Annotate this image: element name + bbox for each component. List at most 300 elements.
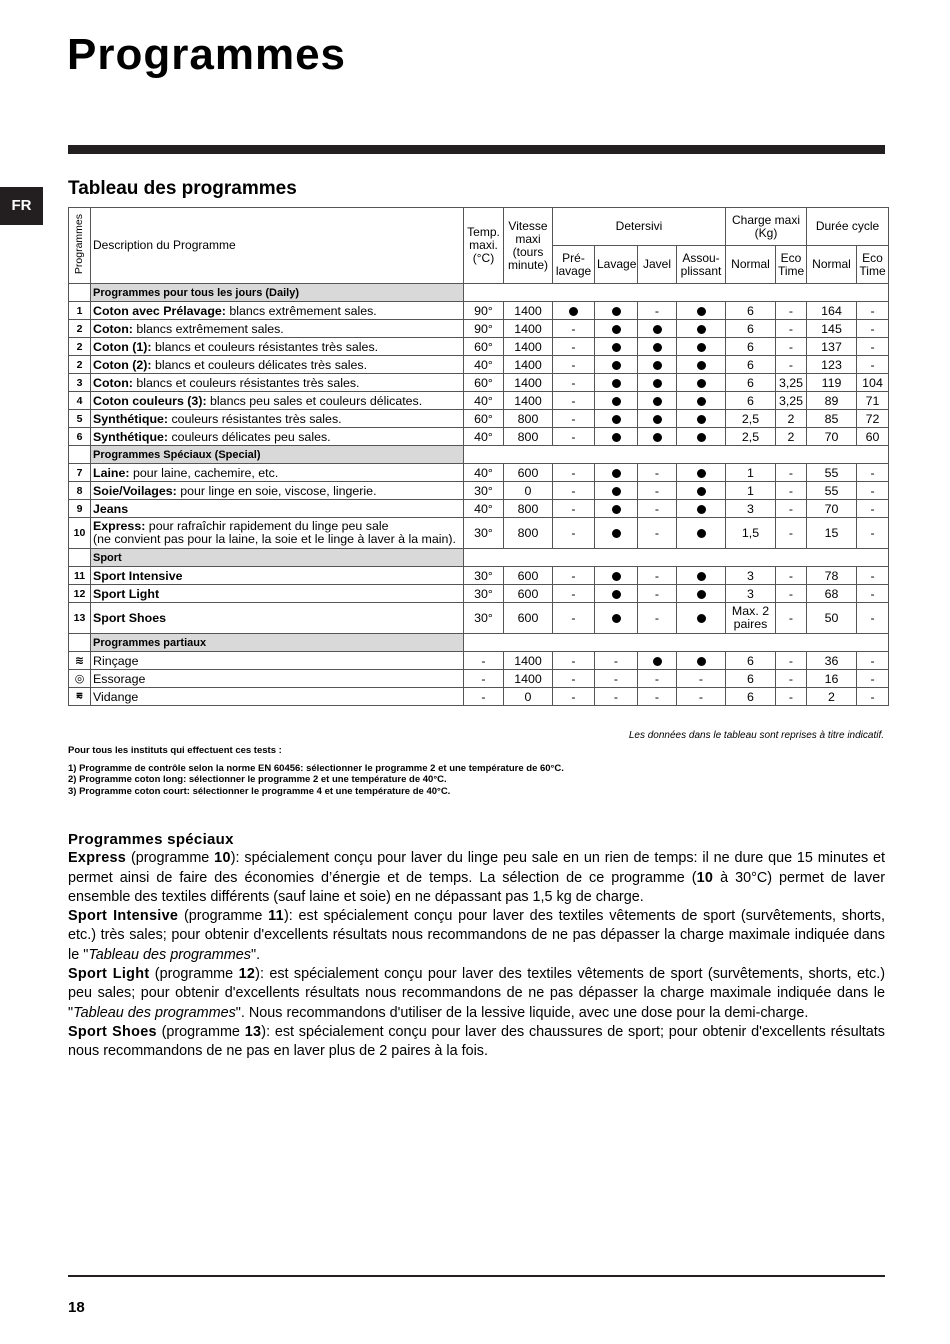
table-row [69,567,889,585]
program-name: Coton (2): [93,357,152,372]
cell-ass [677,356,726,374]
included-dot-icon [612,343,621,352]
col-programmes: Programmes [69,208,91,284]
cell-ce: - [776,482,807,500]
special-sport-shoes: Sport Shoes (programme 13): est spécialement conçu pour laver des chaussures de sport; pour obtenir d'excellents résultats nous recommandons de ne pas en laver plus de 2 paires à la fois. [68,1023,885,1060]
cell-pre: - [553,670,595,688]
cell-jav [638,428,677,446]
test-notes [68,745,564,797]
cell-de: 60 [857,428,889,446]
included-dot-icon [697,397,706,406]
program-name: Sport Intensive [93,568,183,583]
included-dot-icon [612,415,621,424]
cell-ass [677,518,726,549]
cell-cn: 3 [726,585,776,603]
cell-lav: - [595,688,638,706]
program-name: Laine: [93,465,130,480]
included-dot-icon [612,590,621,599]
special-sport-light: Sport Light (programme 12): est spécialement conçu pour laver des textiles vêtements de sport (survêtements, shorts, etc.) peu sales; pour obtenir d'excellents résultats nous recommandons de ne pas dépasser la charge maximale indiquée dans le "Tableau des programmes". Nous recommandons d'utiliser de la lessive liquide, avec une dose pour la demi-charge. [68,966,886,1021]
program-description [91,567,464,585]
table-row [69,688,889,706]
cell-speed: 1400 [504,338,553,356]
col-duree-normal: Normal [807,246,857,284]
cell-de: - [857,320,889,338]
cell-dn: 123 [807,356,857,374]
cell-speed: 800 [504,500,553,518]
program-text: Essorage [93,671,146,686]
program-text-note: (ne convient pas pour la laine, la soie et le linge à laver à la main). [93,532,456,546]
program-description [91,518,464,549]
table-row [69,428,889,446]
cell-jav [638,338,677,356]
cell-dn: 164 [807,302,857,320]
cell-ce: 2 [776,410,807,428]
cell-ass [677,302,726,320]
included-dot-icon [569,307,578,316]
included-dot-icon [612,379,621,388]
cell-speed: 1400 [504,320,553,338]
group-header [69,634,889,652]
cell-dn: 70 [807,500,857,518]
col-description: Description du Programme [91,208,464,284]
cell-speed: 600 [504,567,553,585]
included-dot-icon [612,433,621,442]
cell-pre: - [553,392,595,410]
program-name: Sport Shoes [93,610,166,625]
program-text: pour laine, cachemire, etc. [129,465,279,480]
cell-temp: 30° [464,603,504,634]
included-dot-icon [697,379,706,388]
program-number: 2 [69,356,91,374]
cell-temp: 40° [464,356,504,374]
cell-lav [595,302,638,320]
cell-pre: - [553,464,595,482]
included-dot-icon [697,415,706,424]
cell-ass [677,392,726,410]
program-description [91,356,464,374]
cell-dn: 145 [807,320,857,338]
table-row [69,670,889,688]
program-description [91,603,464,634]
program-description [91,482,464,500]
group-fill [464,549,889,567]
cell-de: - [857,464,889,482]
cell-speed: 0 [504,688,553,706]
cell-temp: 60° [464,374,504,392]
cell-de: - [857,356,889,374]
program-text: Rinçage [93,653,139,668]
cell-ass [677,652,726,670]
cell-jav [638,392,677,410]
cell-temp: 90° [464,320,504,338]
included-dot-icon [697,590,706,599]
included-dot-icon [697,614,706,623]
included-dot-icon [612,572,621,581]
cell-pre: - [553,428,595,446]
cell-pre: - [553,518,595,549]
cell-speed: 1400 [504,302,553,320]
col-duree: Durée cycle [807,208,889,246]
program-number: 2 [69,320,91,338]
program-description [91,585,464,603]
cell-ce: - [776,464,807,482]
group-fill [464,284,889,302]
spin-icon [69,670,91,688]
table-row [69,392,889,410]
cell-lav [595,500,638,518]
included-dot-icon [653,657,662,666]
group-spacer [69,634,91,652]
program-name: Sport Light [93,586,160,601]
cell-ce: - [776,320,807,338]
cell-cn: 3 [726,567,776,585]
cell-cn: 6 [726,688,776,706]
table-row [69,320,889,338]
program-number: 4 [69,392,91,410]
cell-lav [595,410,638,428]
cell-cn: Max. 2 paires [726,603,776,634]
note-line: 2) Programme coton long: sélectionner le programme 2 et une température de 40°C. [68,774,447,785]
program-name: Express: [93,519,146,533]
cell-ass: - [677,688,726,706]
included-dot-icon [653,343,662,352]
included-dot-icon [653,433,662,442]
cell-dn: 68 [807,585,857,603]
program-number: 12 [69,585,91,603]
cell-temp: 40° [464,428,504,446]
cell-pre [553,302,595,320]
cell-lav [595,567,638,585]
program-name: Coton: [93,321,133,336]
cell-ce: - [776,500,807,518]
group-header [69,284,889,302]
cell-dn: 70 [807,428,857,446]
note-line: 1) Programme de contrôle selon la norme EN 60456: sélectionner le programme 2 et une température de 60°C. [68,762,564,774]
cell-ce: - [776,670,807,688]
included-dot-icon [697,325,706,334]
included-dot-icon [697,487,706,496]
cell-de: - [857,302,889,320]
cell-lav [595,464,638,482]
program-name: Coton couleurs (3): [93,393,207,408]
program-number: 8 [69,482,91,500]
program-name: Soie/Voilages: [93,483,177,498]
cell-cn: 1 [726,464,776,482]
program-number: 9 [69,500,91,518]
drain-icon [69,688,91,706]
cell-de: 72 [857,410,889,428]
cell-dn: 2 [807,688,857,706]
cell-ass [677,428,726,446]
page-title: Programmes [67,30,347,79]
cell-de: - [857,603,889,634]
program-name: Coton avec Prélavage: [93,303,226,318]
included-dot-icon [697,469,706,478]
cell-lav [595,603,638,634]
cell-speed: 1400 [504,392,553,410]
programmes-table [68,207,889,706]
rinse-icon: ≋ [74,655,85,667]
col-lavage: Lavage [595,246,638,284]
cell-dn: 85 [807,410,857,428]
cell-de: 104 [857,374,889,392]
table-row [69,482,889,500]
cell-jav [638,320,677,338]
cell-jav: - [638,585,677,603]
included-dot-icon [653,325,662,334]
program-number: 6 [69,428,91,446]
cell-dn: 89 [807,392,857,410]
program-text: couleurs résistantes très sales. [168,411,342,426]
drain-icon: ⩳ [76,690,83,702]
program-name: Jeans [93,501,129,516]
program-text: pour rafraîchir rapidement du linge peu sale [145,519,389,533]
program-text: blancs et couleurs résistantes très sales. [151,339,379,354]
cell-temp: 40° [464,392,504,410]
cell-speed: 1400 [504,356,553,374]
table-row [69,464,889,482]
special-title: Programmes spéciaux [68,831,234,848]
table-row [69,356,889,374]
cell-speed: 1400 [504,374,553,392]
language-tab: FR [0,187,43,225]
program-description [91,670,464,688]
cell-dn: 137 [807,338,857,356]
cell-speed: 800 [504,428,553,446]
cell-ce: - [776,518,807,549]
cell-de: - [857,338,889,356]
group-header [69,446,889,464]
included-dot-icon [697,361,706,370]
group-title: Programmes pour tous les jours (Daily) [91,284,464,302]
program-description [91,464,464,482]
cell-pre: - [553,585,595,603]
cell-lav [595,392,638,410]
notes-intro: Pour tous les instituts qui effectuent ces tests : [68,745,282,756]
cell-jav: - [638,302,677,320]
program-number: 11 [69,567,91,585]
cell-jav: - [638,670,677,688]
program-text: blancs extrêmement sales. [225,303,377,318]
cell-pre: - [553,320,595,338]
included-dot-icon [612,397,621,406]
included-dot-icon [612,469,621,478]
included-dot-icon [697,657,706,666]
cell-de: - [857,585,889,603]
cell-jav [638,652,677,670]
rinse-icon [69,652,91,670]
included-dot-icon [697,433,706,442]
cell-jav [638,410,677,428]
page-number: 18 [68,1299,85,1316]
cell-ass [677,603,726,634]
cell-temp: 30° [464,518,504,549]
program-description [91,338,464,356]
cell-jav [638,356,677,374]
table-row [69,302,889,320]
section-title: Tableau des programmes [68,178,297,199]
cell-ce: - [776,585,807,603]
program-description [91,688,464,706]
cell-lav: - [595,652,638,670]
cell-lav [595,338,638,356]
cell-ce: - [776,302,807,320]
table-row [69,603,889,634]
col-javel: Javel [638,246,677,284]
cell-jav [638,374,677,392]
included-dot-icon [653,397,662,406]
cell-ass [677,482,726,500]
col-charge-eco: Eco Time [776,246,807,284]
table-row [69,410,889,428]
cell-pre: - [553,338,595,356]
cell-speed: 0 [504,482,553,500]
included-dot-icon [612,325,621,334]
cell-ce: - [776,688,807,706]
cell-pre: - [553,688,595,706]
program-number: 10 [69,518,91,549]
cell-ass [677,338,726,356]
group-title: Programmes partiaux [91,634,464,652]
table-row [69,374,889,392]
cell-de: - [857,688,889,706]
group-title: Sport [91,549,464,567]
group-spacer [69,284,91,302]
cell-temp: 30° [464,482,504,500]
special-express: Express (programme 10): spécialement conçu pour laver du linge peu sale en un rien de temps: il ne dure que 15 minutes et permet ainsi de faire des économies d’énergie et de temps. La sélection de ce programme (10 à 30°C) permet de laver ensemble des textiles différents (sauf laine et soie) en ne dépassant pas 1,5 kg de charge. [68,850,885,905]
cell-lav [595,428,638,446]
cell-cn: 6 [726,374,776,392]
program-description [91,652,464,670]
program-text: blancs extrêmement sales. [132,321,284,336]
included-dot-icon [612,505,621,514]
cell-temp: 40° [464,464,504,482]
cell-pre: - [553,652,595,670]
cell-temp: 40° [464,500,504,518]
included-dot-icon [697,505,706,514]
cell-cn: 3 [726,500,776,518]
program-description [91,410,464,428]
cell-temp: 90° [464,302,504,320]
program-number: 3 [69,374,91,392]
cell-dn: 16 [807,670,857,688]
cell-lav: - [595,670,638,688]
cell-pre: - [553,410,595,428]
table-row [69,338,889,356]
included-dot-icon [612,614,621,623]
cell-temp: 30° [464,585,504,603]
indicative-note: Les données dans le tableau sont reprises à titre indicatif. [628,730,884,741]
cell-ass [677,567,726,585]
included-dot-icon [612,529,621,538]
cell-cn: 2,5 [726,410,776,428]
program-text: couleurs délicates peu sales. [168,429,331,444]
program-description [91,302,464,320]
cell-cn: 6 [726,320,776,338]
top-rule [68,145,885,154]
cell-cn: 2,5 [726,428,776,446]
cell-speed: 600 [504,464,553,482]
cell-de: - [857,482,889,500]
cell-ce: 3,25 [776,374,807,392]
cell-speed: 800 [504,518,553,549]
cell-cn: 6 [726,652,776,670]
cell-de: - [857,670,889,688]
cell-dn: 78 [807,567,857,585]
cell-ce: 2 [776,428,807,446]
cell-de: - [857,518,889,549]
program-description [91,428,464,446]
cell-dn: 50 [807,603,857,634]
cell-cn: 1 [726,482,776,500]
cell-jav: - [638,603,677,634]
cell-temp: 60° [464,410,504,428]
cell-ass [677,320,726,338]
group-fill [464,634,889,652]
col-charge-normal: Normal [726,246,776,284]
included-dot-icon [697,343,706,352]
table-row [69,652,889,670]
program-number: 13 [69,603,91,634]
cell-lav [595,356,638,374]
cell-jav: - [638,500,677,518]
included-dot-icon [612,487,621,496]
col-detersivi: Detersivi [553,208,726,246]
program-description [91,500,464,518]
cell-cn: 6 [726,392,776,410]
program-name: Coton (1): [93,339,152,354]
included-dot-icon [653,379,662,388]
cell-dn: 36 [807,652,857,670]
col-temp: Temp. maxi. (°C) [464,208,504,284]
included-dot-icon [612,361,621,370]
table-row [69,500,889,518]
program-number: 7 [69,464,91,482]
program-description [91,392,464,410]
program-text: blancs peu sales et couleurs délicates. [206,393,423,408]
program-description [91,320,464,338]
cell-ce: - [776,356,807,374]
cell-jav: - [638,688,677,706]
program-text: Vidange [93,689,139,704]
cell-temp: - [464,688,504,706]
included-dot-icon [653,415,662,424]
cell-lav [595,374,638,392]
spin-icon: ◎ [74,673,85,685]
cell-ass: - [677,670,726,688]
cell-cn: 1,5 [726,518,776,549]
cell-ass [677,500,726,518]
program-text: blancs et couleurs délicates très sales. [151,357,368,372]
programmes-table-body [69,284,889,706]
included-dot-icon [612,307,621,316]
col-assouplissant: Assou-plissant [677,246,726,284]
cell-pre: - [553,374,595,392]
col-charge: Charge maxi (Kg) [726,208,807,246]
cell-dn: 55 [807,482,857,500]
cell-dn: 15 [807,518,857,549]
note-line: 3) Programme coton court: sélectionner le programme 4 et une température de 40°C. [68,785,451,797]
cell-de: - [857,500,889,518]
cell-temp: - [464,652,504,670]
program-name: Synthétique: [93,411,169,426]
cell-ce: - [776,567,807,585]
cell-speed: 600 [504,603,553,634]
special-programmes [68,830,885,1062]
cell-jav: - [638,464,677,482]
included-dot-icon [697,529,706,538]
included-dot-icon [697,307,706,316]
